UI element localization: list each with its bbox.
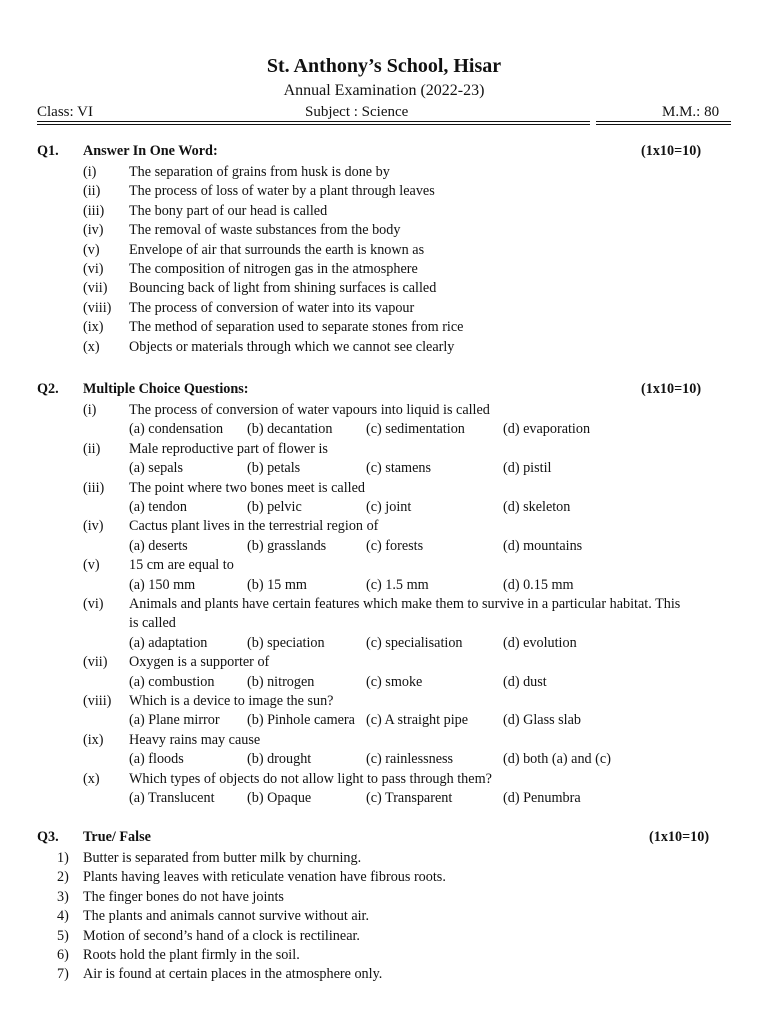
item-text: The method of separation used to separate stones from rice bbox=[129, 319, 464, 336]
answer-option: (b) grasslands bbox=[247, 537, 327, 554]
header-underline bbox=[596, 121, 731, 122]
exam-title: Annual Examination (2022-23) bbox=[283, 82, 485, 99]
item-text: Animals and plants have certain features which make them to survive in a particular habitat. This bbox=[129, 596, 681, 612]
item-number: (i) bbox=[83, 402, 97, 418]
item-text: Butter is separated from butter milk by churning. bbox=[83, 850, 362, 866]
school-name: St. Anthony’s School, Hisar bbox=[266, 55, 502, 77]
question-title: True/ False bbox=[83, 829, 151, 845]
item-number: 1) bbox=[57, 850, 69, 866]
item-text: 15 cm are equal to bbox=[129, 557, 234, 574]
item-number: 2) bbox=[57, 869, 69, 886]
answer-option: (d) dust bbox=[503, 673, 547, 690]
answer-option: (c) sedimentation bbox=[366, 421, 465, 438]
answer-option: (d) Penumbra bbox=[503, 790, 581, 806]
item-number: 4) bbox=[57, 908, 69, 925]
question-title: Multiple Choice Questions: bbox=[83, 381, 249, 397]
item-text: The removal of waste substances from the body bbox=[129, 222, 401, 239]
item-number: (x) bbox=[83, 770, 100, 787]
answer-option: (c) A straight pipe bbox=[366, 712, 469, 729]
item-text: Objects or materials through which we cannot see clearly bbox=[129, 338, 455, 355]
item-number: (vi) bbox=[83, 261, 104, 277]
answer-option: (b) pelvic bbox=[247, 499, 302, 515]
answer-option: (d) mountains bbox=[503, 537, 583, 554]
item-text-continued: is called bbox=[129, 615, 176, 632]
subject-label: Subject : Science bbox=[305, 104, 409, 120]
answer-option: (a) tendon bbox=[129, 499, 187, 515]
item-number: (iv) bbox=[83, 518, 104, 535]
item-number: (iii) bbox=[83, 202, 105, 219]
answer-option: (c) Transparent bbox=[366, 790, 453, 806]
answer-option: (a) 150 mm bbox=[129, 576, 196, 593]
item-number: (vii) bbox=[83, 280, 108, 297]
answer-option: (b) decantation bbox=[247, 421, 333, 438]
question-number: Q1. bbox=[37, 143, 59, 159]
item-text: Male reproductive part of flower is bbox=[129, 440, 328, 457]
class-label: Class: VI bbox=[37, 104, 93, 120]
answer-option: (a) floods bbox=[129, 751, 184, 768]
item-number: (vi) bbox=[83, 596, 104, 612]
question-marks: (1x10=10) bbox=[649, 829, 710, 845]
answer-option: (a) deserts bbox=[129, 537, 188, 554]
item-text: The composition of nitrogen gas in the atmosphere bbox=[129, 261, 418, 277]
item-text: Which types of objects do not allow light to pass through them? bbox=[129, 770, 492, 787]
answer-option: (c) specialisation bbox=[366, 634, 463, 651]
answer-option: (b) Opaque bbox=[247, 790, 312, 806]
answer-option: (d) 0.15 mm bbox=[503, 576, 574, 593]
item-number: 7) bbox=[57, 966, 69, 983]
item-text: Oxygen is a supporter of bbox=[129, 654, 270, 671]
answer-option: (a) condensation bbox=[129, 421, 224, 438]
item-text: Roots hold the plant firmly in the soil. bbox=[83, 947, 300, 963]
answer-option: (b) 15 mm bbox=[247, 576, 307, 593]
item-text: The plants and animals cannot survive without air. bbox=[83, 908, 370, 925]
answer-option: (b) Pinhole camera bbox=[247, 712, 355, 729]
item-number: (ii) bbox=[83, 440, 101, 457]
answer-option: (c) 1.5 mm bbox=[366, 576, 429, 593]
item-text: Motion of second’s hand of a clock is rectilinear. bbox=[83, 927, 360, 944]
answer-option: (b) nitrogen bbox=[247, 673, 315, 690]
item-text: Envelope of air that surrounds the earth is known as bbox=[129, 241, 425, 258]
question-number: Q3. bbox=[37, 829, 59, 845]
item-number: (x) bbox=[83, 338, 100, 355]
answer-option: (c) smoke bbox=[366, 673, 423, 690]
answer-option: (a) Plane mirror bbox=[129, 712, 220, 729]
header-underline bbox=[596, 124, 731, 125]
question-title: Answer In One Word: bbox=[83, 143, 218, 159]
item-number: 3) bbox=[57, 888, 69, 905]
item-number: 6) bbox=[57, 947, 69, 963]
item-number: 5) bbox=[57, 927, 69, 944]
max-marks-label: M.M.: 80 bbox=[662, 104, 720, 120]
item-number: (ix) bbox=[83, 319, 104, 336]
item-text: The separation of grains from husk is done by bbox=[129, 164, 390, 180]
answer-option: (a) adaptation bbox=[129, 634, 208, 651]
item-number: (v) bbox=[83, 241, 100, 258]
answer-option: (d) skeleton bbox=[503, 499, 571, 515]
answer-option: (c) joint bbox=[366, 499, 412, 515]
item-number: (vii) bbox=[83, 654, 108, 671]
item-text: Cactus plant lives in the terrestrial region of bbox=[129, 518, 379, 535]
answer-option: (a) combustion bbox=[129, 673, 215, 690]
answer-option: (d) evolution bbox=[503, 634, 577, 651]
item-text: Heavy rains may cause bbox=[129, 731, 261, 748]
item-number: (iii) bbox=[83, 479, 105, 496]
item-text: The process of loss of water by a plant through leaves bbox=[129, 183, 435, 200]
answer-option: (b) petals bbox=[247, 460, 301, 477]
item-text: The point where two bones meet is called bbox=[129, 479, 365, 496]
item-text: The finger bones do not have joints bbox=[83, 888, 284, 905]
answer-option: (a) Translucent bbox=[129, 790, 215, 806]
answer-option: (c) forests bbox=[366, 537, 424, 554]
item-number: (viii) bbox=[83, 299, 112, 316]
item-number: (v) bbox=[83, 557, 100, 574]
answer-option: (d) both (a) and (c) bbox=[503, 751, 611, 768]
header-underline bbox=[37, 121, 590, 122]
item-number: (ii) bbox=[83, 183, 101, 200]
answer-option: (c) rainlessness bbox=[366, 751, 454, 768]
answer-option: (a) sepals bbox=[129, 460, 183, 477]
question-marks: (1x10=10) bbox=[641, 381, 702, 397]
answer-option: (b) speciation bbox=[247, 634, 325, 651]
item-text: The process of conversion of water into its vapour bbox=[129, 299, 415, 316]
question-number: Q2. bbox=[37, 381, 59, 397]
item-text: The bony part of our head is called bbox=[129, 202, 328, 219]
answer-option: (d) pistil bbox=[503, 460, 552, 477]
item-number: (iv) bbox=[83, 222, 104, 239]
item-number: (i) bbox=[83, 164, 97, 180]
item-number: (viii) bbox=[83, 693, 112, 709]
answer-option: (b) drought bbox=[247, 751, 312, 768]
item-text: Which is a device to image the sun? bbox=[129, 693, 334, 709]
item-number: (ix) bbox=[83, 731, 104, 748]
item-text: Bouncing back of light from shining surfaces is called bbox=[129, 280, 437, 297]
answer-option: (d) evaporation bbox=[503, 421, 591, 438]
answer-option: (c) stamens bbox=[366, 460, 432, 477]
answer-option: (d) Glass slab bbox=[503, 712, 582, 729]
question-marks: (1x10=10) bbox=[641, 143, 702, 159]
item-text: Plants having leaves with reticulate venation have fibrous roots. bbox=[83, 869, 446, 886]
header-underline bbox=[37, 124, 590, 125]
item-text: The process of conversion of water vapours into liquid is called bbox=[129, 402, 490, 418]
item-text: Air is found at certain places in the atmosphere only. bbox=[83, 966, 383, 983]
